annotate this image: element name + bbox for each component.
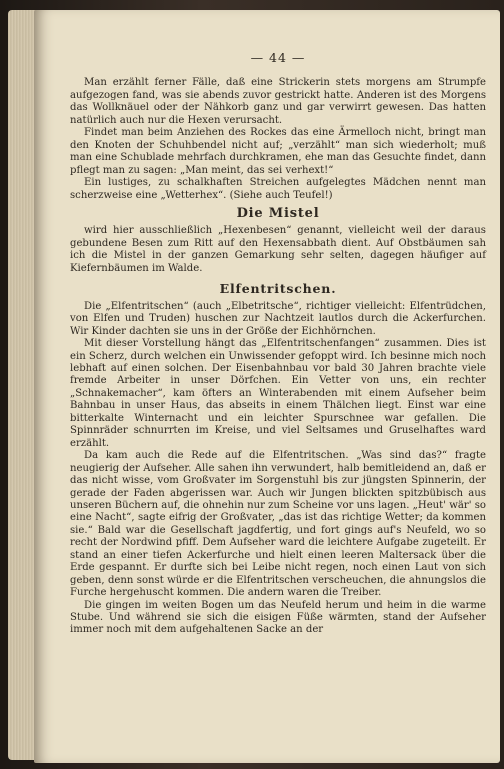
paragraph: Die „Elfentritschen“ (auch „Elbetritsche“, richtiger vielleicht: Elfentrüdchen, von Elfen und Truden) huschen zur Nachtzeit lautlos durch die Ackerfurchen. Wir Kinder dachten sie uns in der Größe der Eichhörnchen. bbox=[70, 300, 486, 337]
paragraph: Die gingen im weiten Bogen um das Neufeld herum und heim in die warme Stube. Und während sie sich die eisigen Füße wärmten, stand der Aufseher immer noch mit dem aufgehaltenen Sacke an der bbox=[70, 599, 486, 636]
paragraph: Findet man beim Anziehen des Rockes das eine Ärmelloch nicht, bringt man den Knoten der Schuhbendel nicht auf; „verzählt“ man sich wiederholt; muß man eine Schublade mehrfach durchkramen, ehe man das Gesuchte findet, dann pflegt man zu sagen: „Man meint, das sei verhext!“ bbox=[70, 127, 486, 176]
page-number: — 44 — bbox=[250, 50, 306, 65]
paragraph: wird hier ausschließlich „Hexenbesen“ genannt, vielleicht weil der daraus gebundene Besen zum Ritt auf den Hexensabbath dient. Auf Obstbäumen sah ich die Mistel in der ganzen Gemarkung sehr selten, dagegen häufiger auf Kiefernbäumen im Walde. bbox=[70, 225, 486, 274]
paragraph: Ein lustiges, zu schalkhaften Streichen aufgelegtes Mädchen nennt man scherzweise eine „Wetterhex“. (Siehe auch Teufel!) bbox=[70, 177, 486, 201]
paragraph: Da kam auch die Rede auf die Elfentritschen. „Was sind das?“ fragte neugierig der Aufseher. Alle sahen ihn verwundert, halb bemitleidend an, daß er das nicht wisse, vom Großvater im Sorgenstuhl bis zur jüngsten Spinnerin, der gerade der Faden abgerissen war. Auch wir Jungen blickten spitzbübisch aus unseren Büchern auf, die ohnehin nur zum Scheine vor uns lagen. „Heut' wär' so eine Nacht“, sagte eifrig der Großvater, „das ist das richtige Wetter; da kommen sie.“ Bald war die Gesellschaft jagdfertig, und fort gings auf's Neufeld, wo so recht der Nordwind pfiff. Dem Aufseher ward die leichtere Aufgabe zugeteilt. Er stand an einer tiefen Ackerfurche und hielt einen leeren Maltersack über die Erde gespannt. Er durfte sich bei Leibe nicht regen, noch einen Laut von sich geben, denn sonst würde er die Elfentritschen verscheuchen, die ahnungslos die Furche hergehuscht kommen. Die andern waren die Treiber. bbox=[70, 450, 486, 599]
paragraph: Man erzählt ferner Fälle, daß eine Strickerin stets morgens am Strumpfe aufgezogen fand, was sie abends zuvor gestrickt hatte. Anderen ist des Morgens das Wollknäuel oder der Nähkorb ganz und gar verwirrt gewesen. Das hatten natürlich auch nur die Hexen verursacht. bbox=[70, 77, 486, 126]
paragraph: Mit dieser Vorstellung hängt das „Elfentritschenfangen“ zusammen. Dies ist ein Scherz, durch welchen ein Unwissender gefoppt wird. Ich besinne mich noch lebhaft auf einen solchen. Der Eisenbahnbau vor bald 30 Jahren brachte viele fremde Arbeiter in unser Dörfchen. Ein Vetter von uns, ein rechter „Schnakemacher“, kam öfters an Winterabenden mit einem Aufseher beim Bahnbau in unser Haus, das abseits in einem Thälchen liegt. Einst war eine bitterkalte Winternacht und ein leichter Spurschnee war gefallen. Die Spinnräder schnurrten im Kreise, und viel Seltsames und Gruselhaftes ward erzählt. bbox=[70, 338, 486, 449]
section-elfentritschen bbox=[70, 283, 486, 637]
section-heading: Elfentritschen. bbox=[219, 281, 337, 297]
section-intro bbox=[70, 77, 486, 202]
section-heading: Die Mistel bbox=[236, 205, 320, 221]
section-mistel bbox=[70, 205, 486, 275]
page-content bbox=[70, 52, 486, 637]
